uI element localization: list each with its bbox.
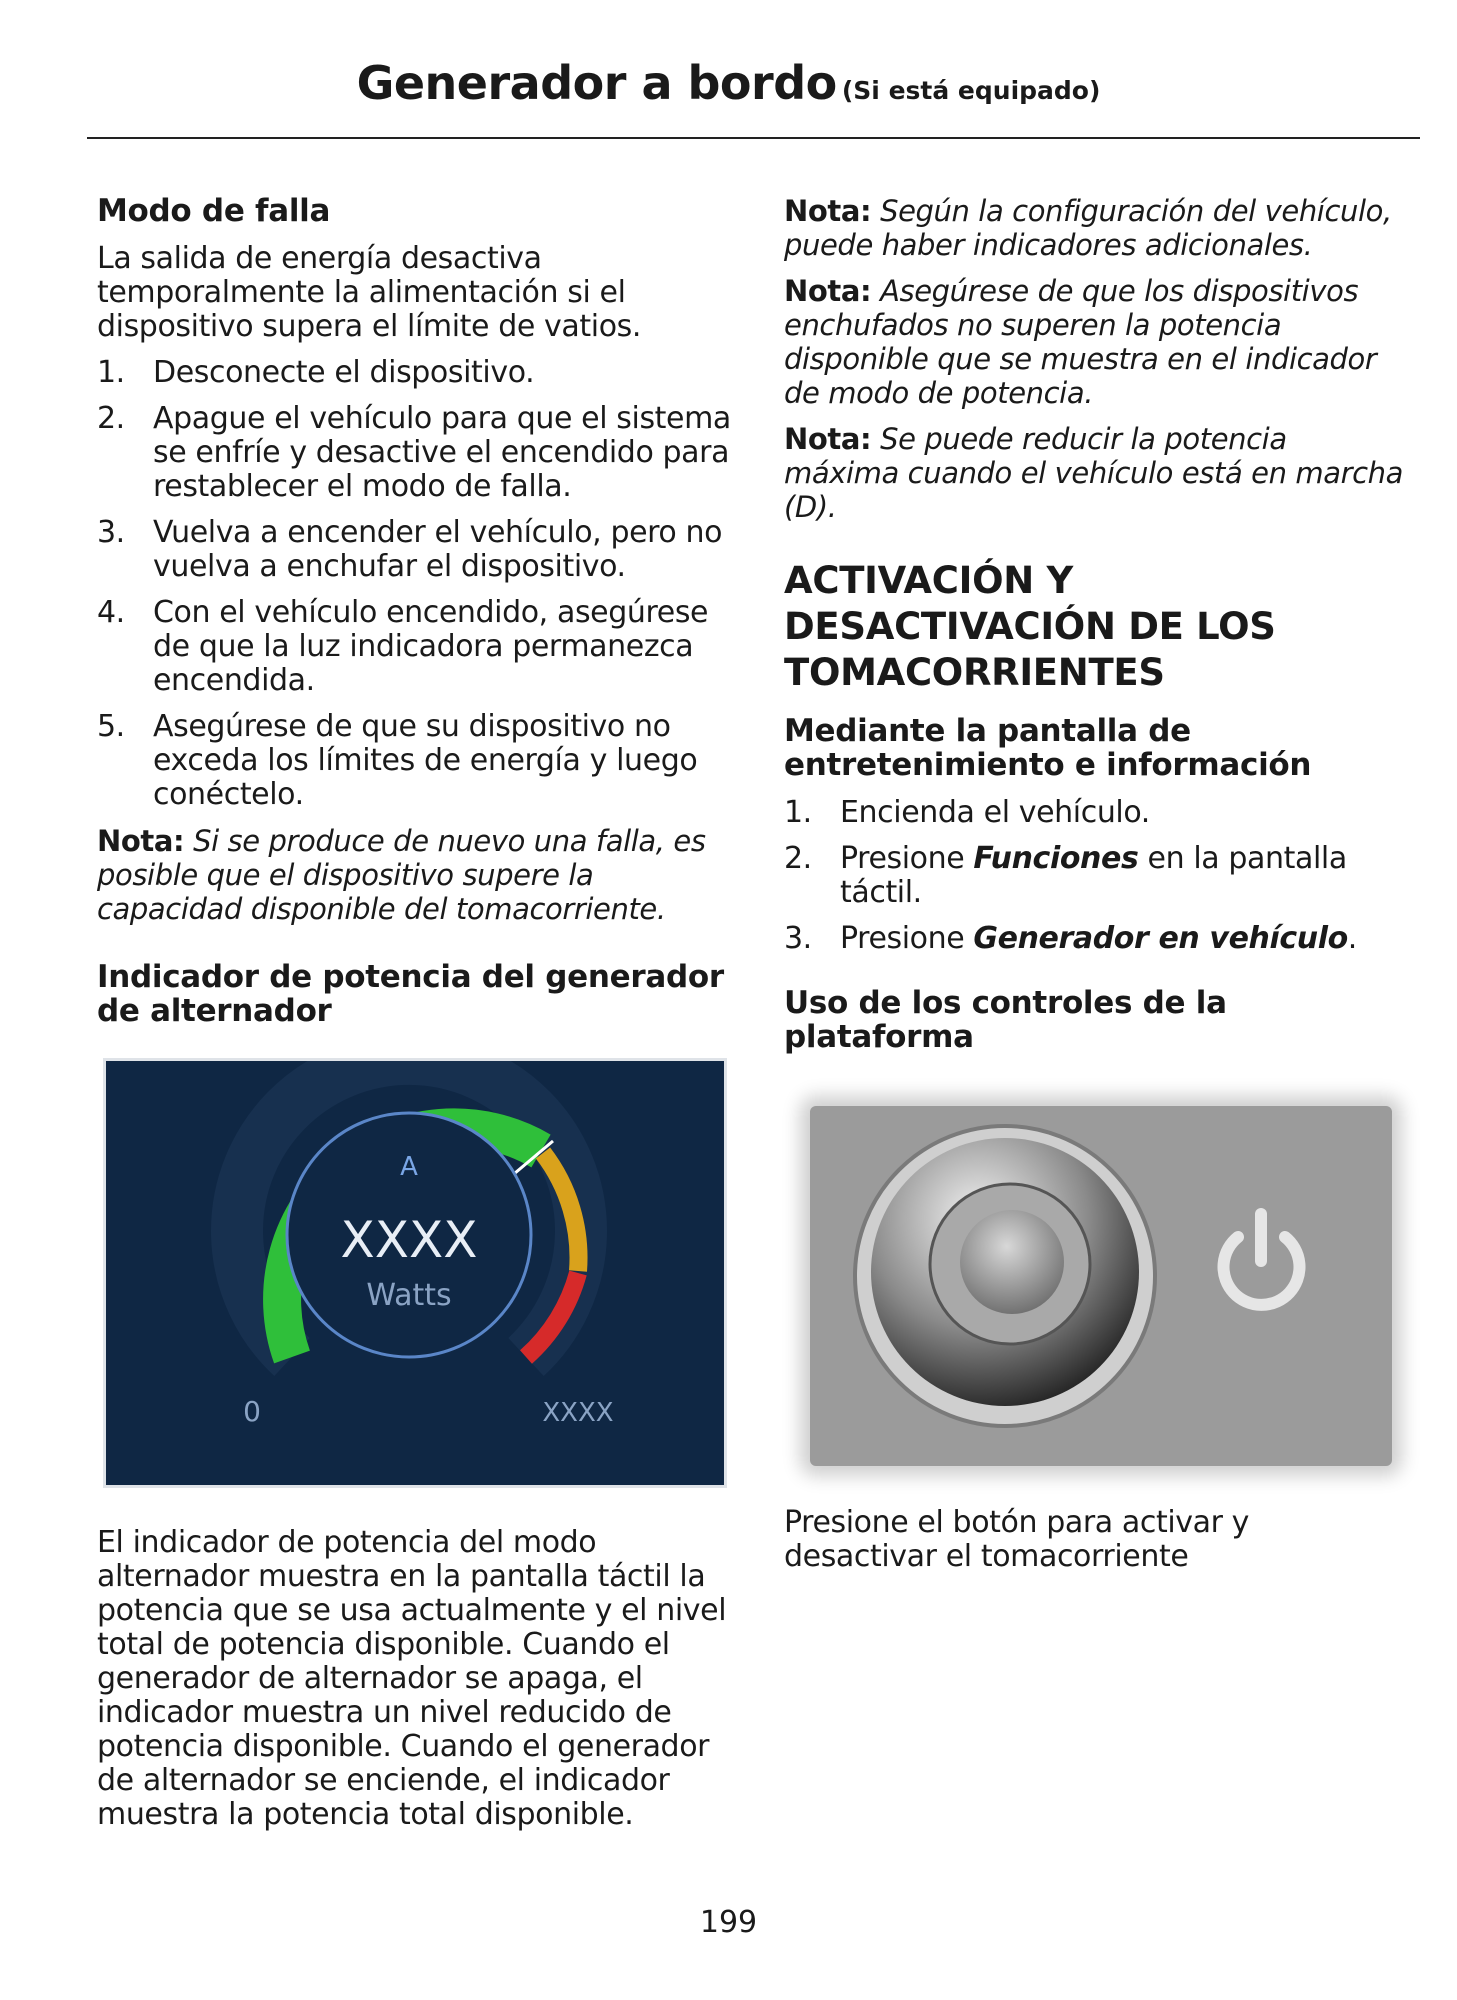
list-item: 2. Presione Funciones en la pantalla táctil.	[784, 841, 1347, 910]
page-number: 199	[699, 1905, 758, 1940]
platform-controls-heading: Uso de los controles de la plataforma	[784, 985, 1227, 1055]
left-column	[97, 194, 737, 1844]
gauge-max-label: XXXX	[542, 1398, 614, 1428]
power-indicator-heading: Indicador de potencia del generador de alternador	[97, 959, 724, 1029]
list-item: 4. Con el vehículo encendido, asegúrese de que la luz indicadora permanezca encendida.	[97, 595, 709, 698]
power-button-svg	[810, 1106, 1392, 1466]
list-item: 3. Vuelva a encender el vehículo, pero no vuelva a enchufar el dispositivo.	[97, 515, 723, 584]
fault-mode-intro: La salida de energía desactiva temporalmente la alimentación si el dispositivo supera el límite de vatios.	[97, 241, 642, 344]
power-button-figure	[810, 1106, 1392, 1466]
list-item: 1. Encienda el vehículo.	[784, 795, 1150, 830]
fault-mode-note: Nota: Si se produce de nuevo una falla, es posible que el dispositivo supere la capacidad disponible del tomacorriente.	[97, 824, 706, 926]
fault-mode-heading: Modo de falla	[97, 193, 331, 229]
page-title: Generador a bordo	[356, 56, 837, 110]
power-gauge-figure	[103, 1058, 727, 1488]
power-indicator-body: El indicador de potencia del modo alternador muestra en la pantalla táctil la potencia que se usa actualmente y el nivel total de potencia disponible. Cuando el generador de alternador se apaga, el indicador muestra un nivel reducido de potencia disponible. Cuando el generador de alternador se enciende, el indicador muestra la potencia total disponible.	[97, 1525, 727, 1832]
note-devices-power: Nota: Asegúrese de que los dispositivos enchufados no superen la potencia disponible que se muestra en el indicador de modo de potencia.	[784, 274, 1377, 410]
page-subtitle: (Si está equipado)	[841, 76, 1101, 105]
right-column	[784, 194, 1409, 1586]
power-icon	[1224, 1214, 1300, 1305]
page-header	[0, 56, 1457, 110]
power-gauge-svg	[106, 1061, 724, 1485]
platform-caption: Presione el botón para activar y desactivar el tomacorriente	[784, 1505, 1250, 1574]
gauge-value: XXXX	[340, 1211, 478, 1269]
header-divider	[87, 137, 1420, 139]
list-item: 2. Apague el vehículo para que el sistema se enfríe y desactive el encendido para restablecer el modo de falla.	[97, 401, 731, 504]
list-item: 3. Presione Generador en vehículo.	[784, 921, 1357, 956]
section-heading-outlets: ACTIVACIÓN Y DESACTIVACIÓN DE LOS TOMACORRIENTES	[784, 559, 1276, 694]
gauge-min-label: 0	[243, 1395, 261, 1428]
infotainment-steps	[784, 796, 1409, 956]
infotainment-heading: Mediante la pantalla de entretenimiento e información	[784, 713, 1312, 783]
fault-mode-steps	[97, 356, 737, 812]
list-item: 5. Asegúrese de que su dispositivo no exceda los límites de energía y luego conéctelo.	[97, 709, 698, 812]
note-configuration: Nota: Según la configuración del vehículo, puede haber indicadores adicionales.	[784, 194, 1392, 262]
gauge-unit: Watts	[366, 1278, 452, 1313]
note-max-power: Nota: Se puede reducir la potencia máxima cuando el vehículo está en marcha (D).	[784, 422, 1404, 524]
list-item: 1. Desconecte el dispositivo.	[97, 355, 535, 390]
button-cap	[960, 1210, 1064, 1314]
gauge-top-letter: A	[400, 1152, 418, 1182]
